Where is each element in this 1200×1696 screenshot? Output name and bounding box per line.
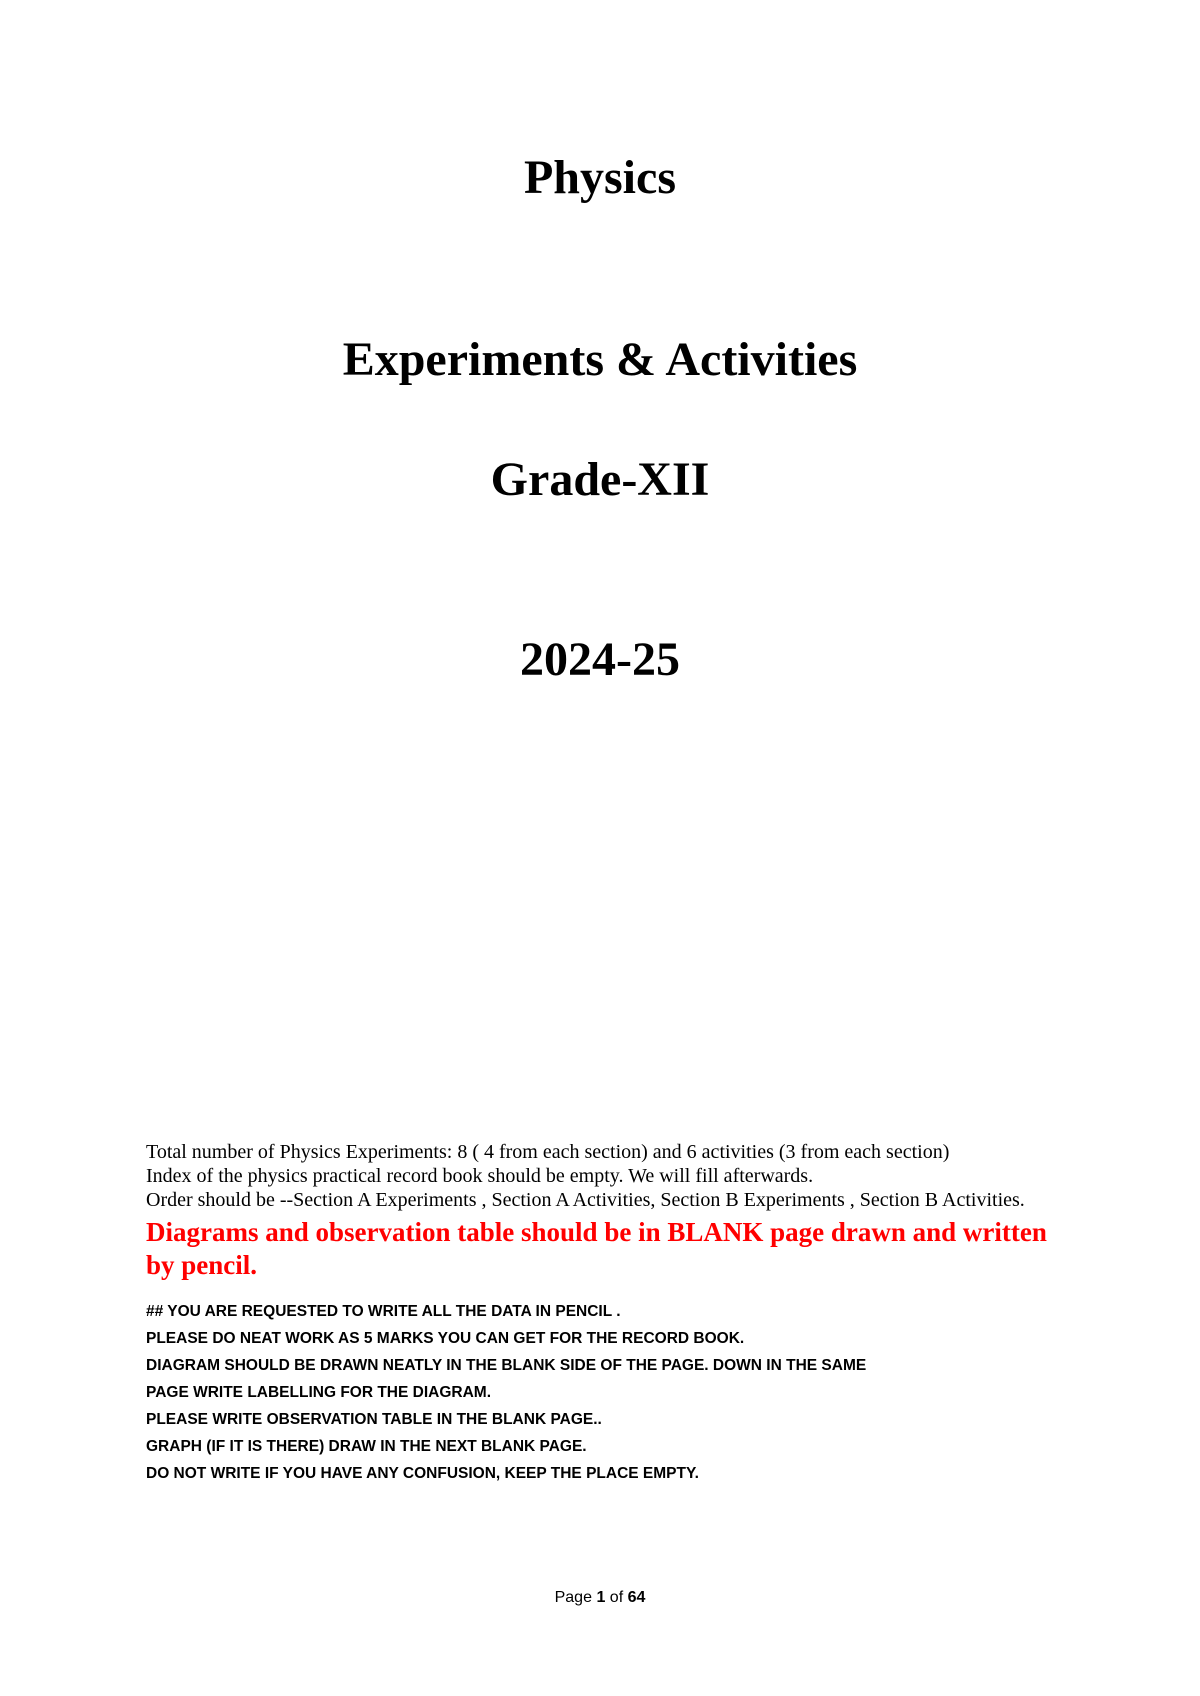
instruction-line: PAGE WRITE LABELLING FOR THE DIAGRAM.: [146, 1384, 492, 1401]
instruction-line: PLEASE WRITE OBSERVATION TABLE IN THE BLANK PAGE..: [146, 1411, 602, 1428]
document-title: Experiments & Activities: [342, 333, 858, 386]
note-index-empty: Index of the physics practical record book should be empty. We will fill afterwards.: [146, 1165, 814, 1187]
instructions-block: [146, 1298, 1086, 1487]
grade-title: Grade-XII: [490, 453, 710, 506]
of-word: of: [609, 1589, 624, 1606]
page-current: 1: [596, 1589, 606, 1606]
subject-title: Physics: [523, 151, 676, 204]
instruction-line: PLEASE DO NEAT WORK AS 5 MARKS YOU CAN GET FOR THE RECORD BOOK.: [146, 1330, 745, 1347]
note-order: Order should be --Section A Experiments , Section A Activities, Section B Experiments , Section B Activities.: [146, 1189, 1025, 1211]
instruction-line: DO NOT WRITE IF YOU HAVE ANY CONFUSION, KEEP THE PLACE EMPTY.: [146, 1465, 699, 1482]
page-footer: [0, 1588, 1200, 1608]
instruction-line: GRAPH (IF IT IS THERE) DRAW IN THE NEXT BLANK PAGE.: [146, 1438, 587, 1455]
instruction-line: ## YOU ARE REQUESTED TO WRITE ALL THE DATA IN PENCIL .: [146, 1303, 621, 1320]
page-total: 64: [627, 1589, 646, 1606]
note-highlight: Diagrams and observation table should be in BLANK page drawn and written by pencil.: [146, 1217, 1047, 1280]
note-total-experiments: Total number of Physics Experiments: 8 ( 4 from each section) and 6 activities (3 from each section): [146, 1141, 950, 1163]
session-title: 2024-25: [520, 633, 680, 686]
instruction-line: DIAGRAM SHOULD BE DRAWN NEATLY IN THE BLANK SIDE OF THE PAGE. DOWN IN THE SAME: [146, 1357, 867, 1374]
page-word: Page: [554, 1589, 592, 1606]
notes-block: [146, 1140, 1076, 1282]
